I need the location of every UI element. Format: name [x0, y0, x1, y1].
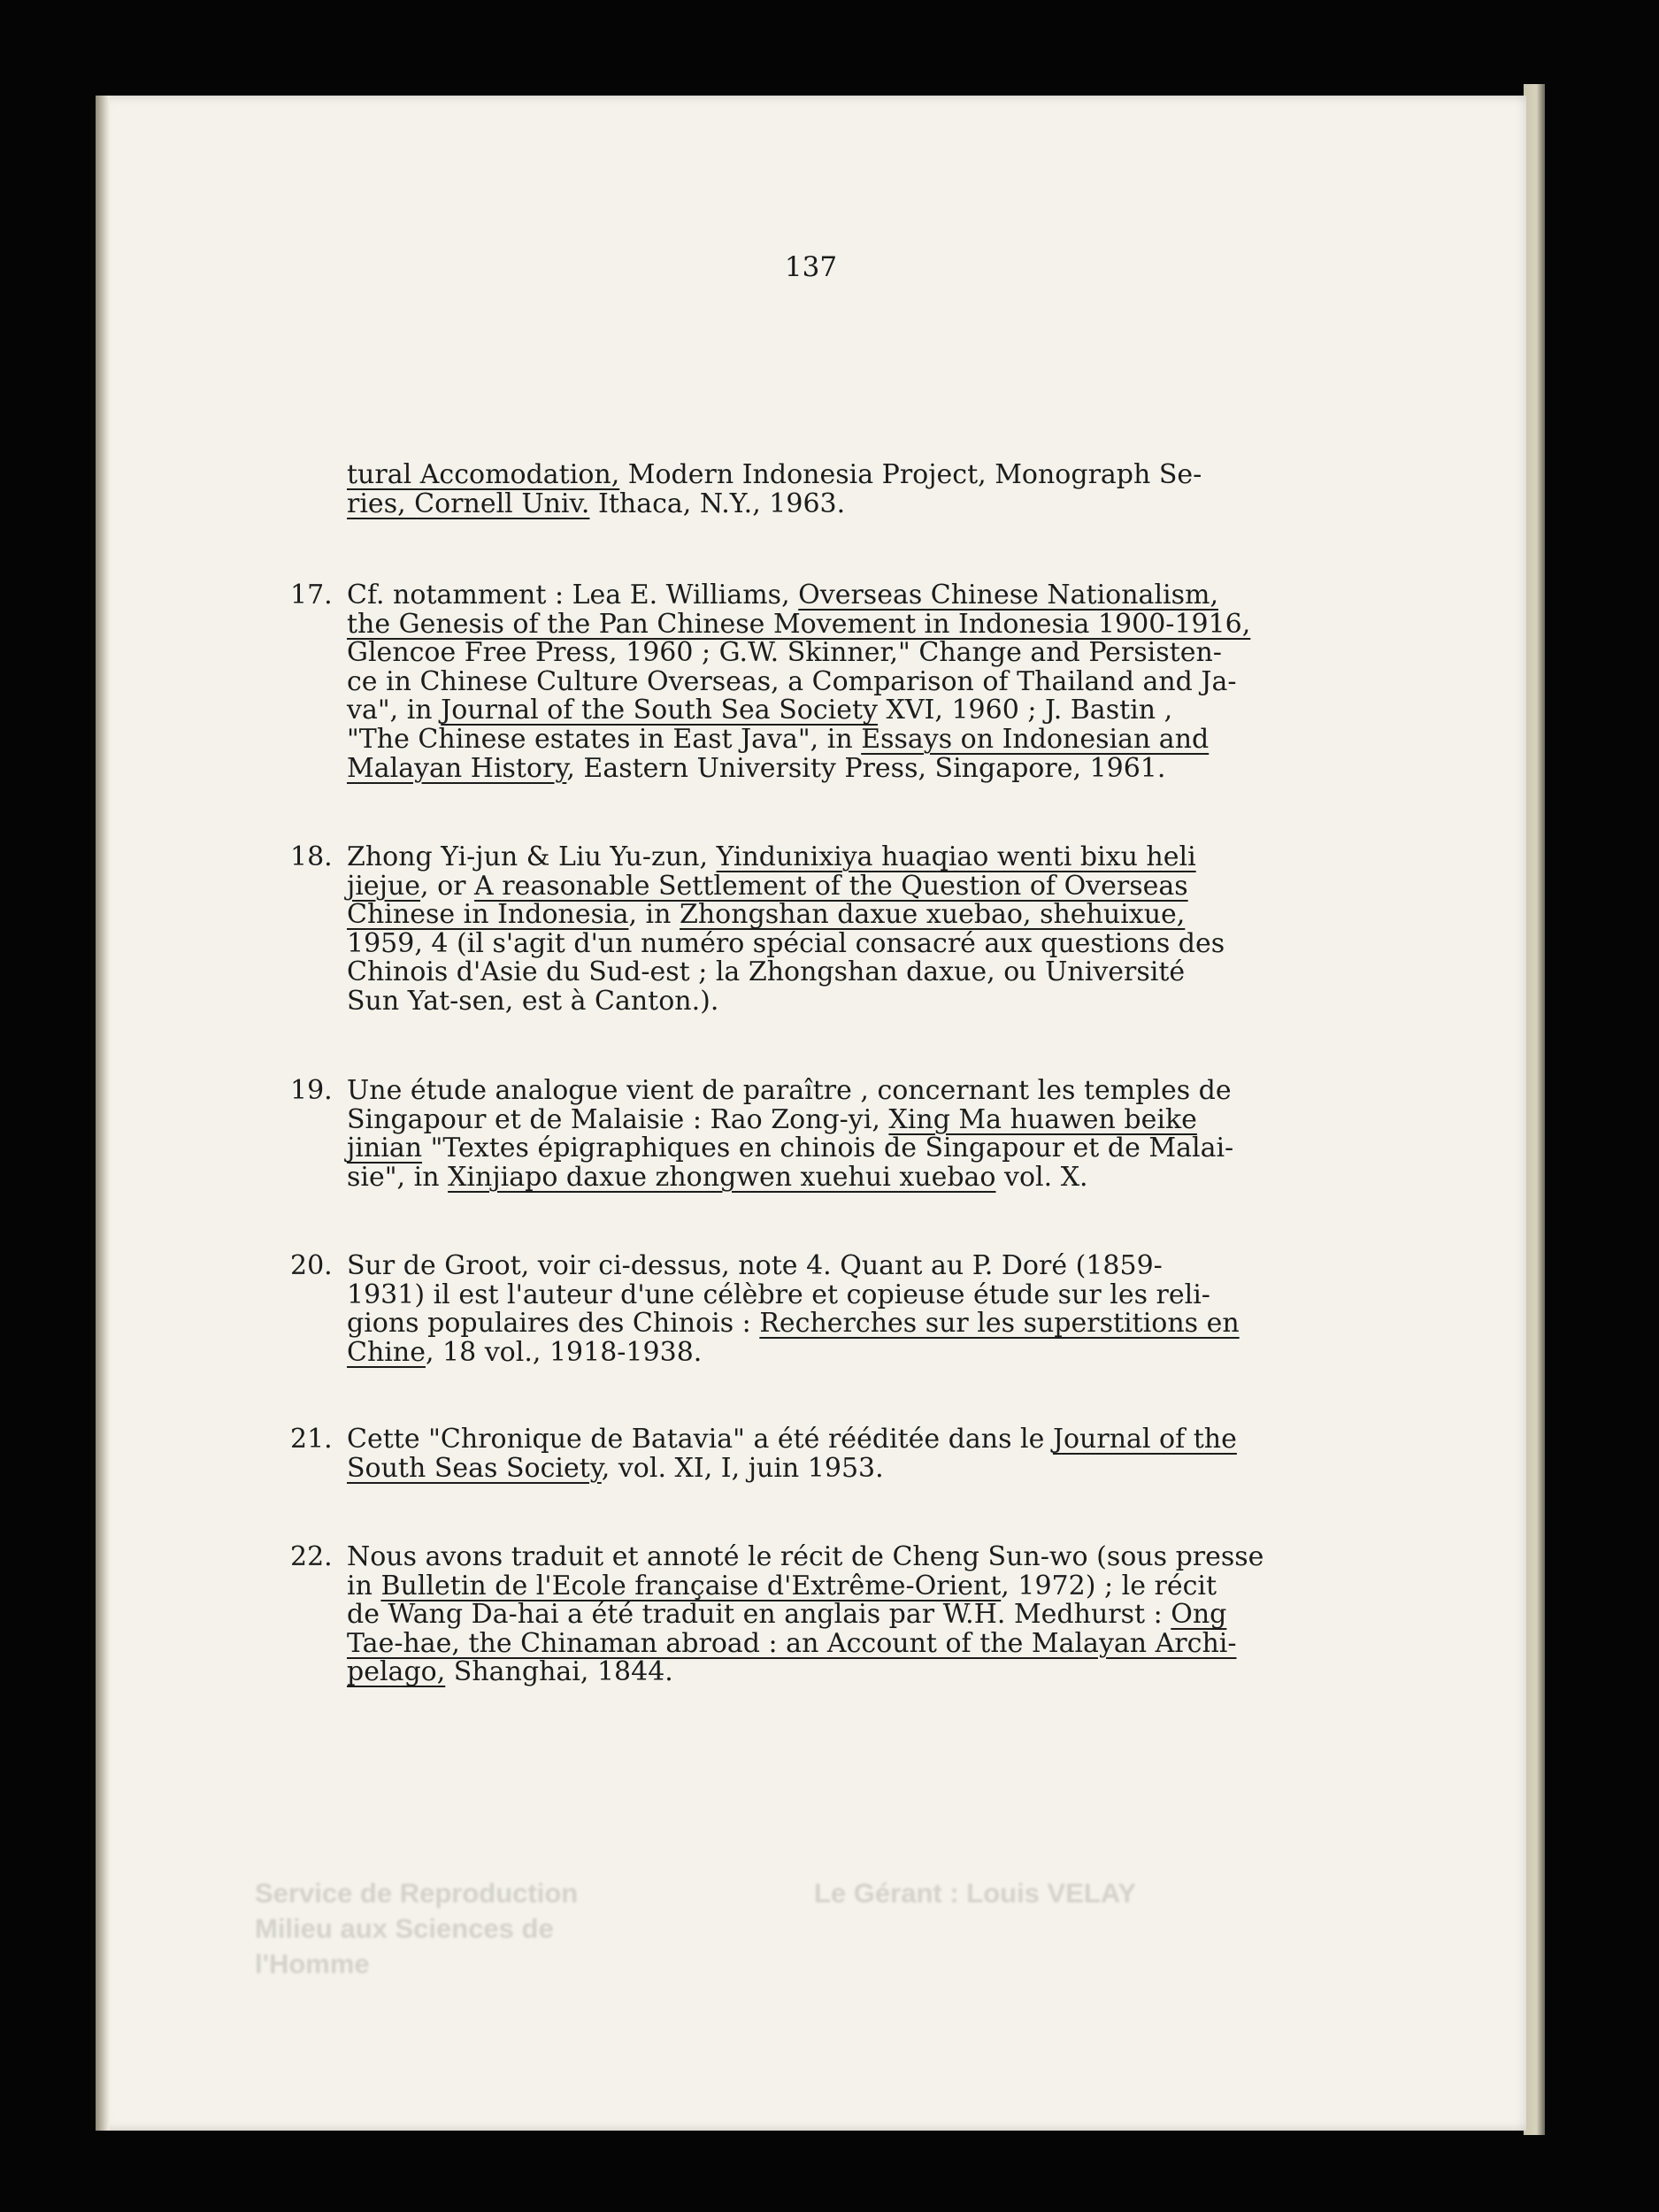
note-number: 22.: [290, 1541, 333, 1572]
book-spine-shadow: [96, 96, 110, 2131]
page-edge: [1524, 84, 1545, 2135]
intro-line-1: tural Accomodation, Modern Indonesia Project, Monograph Se-: [347, 459, 1202, 490]
note-line: Chinois d'Asie du Sud-est ; la Zhongshan daxue, ou Université: [347, 956, 1186, 988]
note-line: jiejue, or A reasonable Settlement of the Question of Overseas: [347, 870, 1188, 902]
note-number: 17.: [290, 580, 333, 611]
note-line: in Bulletin de l'Ecole française d'Extrême-Orient, 1972) ; le récit: [347, 1570, 1217, 1601]
note-line: Tae-hae, the Chinaman abroad : an Account of the Malayan Archi-: [347, 1627, 1237, 1659]
note-line: sie", in Xinjiapo daxue zhongwen xuehui xuebao vol. X.: [347, 1161, 1088, 1193]
note-line: Glencoe Free Press, 1960 ; G.W. Skinner," Change and Persisten-: [347, 637, 1222, 669]
note-line: Cette "Chronique de Batavia" a été rééditée dans le Journal of the: [347, 1424, 1237, 1455]
note-line: Chine, 18 vol., 1918-1938.: [347, 1336, 703, 1368]
underlined-title: tural Accomodation,: [347, 459, 620, 490]
note-line: "The Chinese estates in East Java", in Essays on Indonesian and: [347, 724, 1210, 755]
note-line: Une étude analogue vient de paraître , concernant les temples de: [347, 1075, 1232, 1106]
faded-stamp-left: Service de Reproduction Milieu aux Sciences de l'Homme: [255, 1878, 579, 1979]
note-line: pelago, Shanghai, 1844.: [347, 1656, 673, 1688]
note-line: jinian "Textes épigraphiques en chinois de Singapour et de Malai-: [347, 1133, 1234, 1164]
note-line: Singapour et de Malaisie : Rao Zong-yi, Xing Ma huawen beike: [347, 1103, 1197, 1135]
note-line: Chinese in Indonesia, in Zhongshan daxue xuebao, shehuixue,: [347, 899, 1186, 931]
note-number: 18.: [290, 841, 333, 872]
note-line: gions populaires des Chinois : Recherches sur les superstitions en: [347, 1308, 1240, 1340]
note-line: Sur de Groot, voir ci-dessus, note 4. Quant au P. Doré (1859-: [347, 1250, 1163, 1281]
note-line: Nous avons traduit et annoté le récit de Cheng Sun-wo (sous presse: [347, 1541, 1264, 1572]
faded-stamp-right: Le Gérant : Louis VELAY: [814, 1878, 1137, 1909]
note-line: de Wang Da-hai a été traduit en anglais par W.H. Medhurst : Ong: [347, 1599, 1227, 1631]
page-number: 137: [784, 251, 838, 283]
note-number: 21.: [290, 1424, 333, 1455]
note-line: 1931) il est l'auteur d'une célèbre et copieuse étude sur les reli-: [347, 1279, 1210, 1310]
intro-line-2: ries, Cornell Univ. Ithaca, N.Y., 1963.: [347, 488, 846, 519]
note-line: 1959, 4 (il s'agit d'un numéro spécial consacré aux questions des: [347, 927, 1225, 959]
document-page: [96, 96, 1526, 2131]
note-line: Cf. notamment : Lea E. Williams, Overseas Chinese Nationalism,: [347, 580, 1219, 611]
note-number: 20.: [290, 1250, 333, 1281]
note-line: Malayan History, Eastern University Press, Singapore, 1961.: [347, 752, 1166, 784]
note-line: South Seas Society, vol. XI, I, juin 1953.: [347, 1452, 884, 1484]
underlined-title: ries, Cornell Univ.: [347, 488, 590, 519]
note-number: 19.: [290, 1075, 333, 1106]
note-line: Sun Yat-sen, est à Canton.).: [347, 986, 719, 1017]
note-line: ce in Chinese Culture Overseas, a Comparison of Thailand and Ja-: [347, 665, 1237, 697]
note-line: va", in Journal of the South Sea Society XVI, 1960 ; J. Bastin ,: [347, 695, 1173, 726]
note-line: the Genesis of the Pan Chinese Movement in Indonesia 1900-1916,: [347, 608, 1251, 640]
note-line: Zhong Yi-jun & Liu Yu-zun, Yindunixiya huaqiao wenti bixu heli: [347, 841, 1196, 872]
